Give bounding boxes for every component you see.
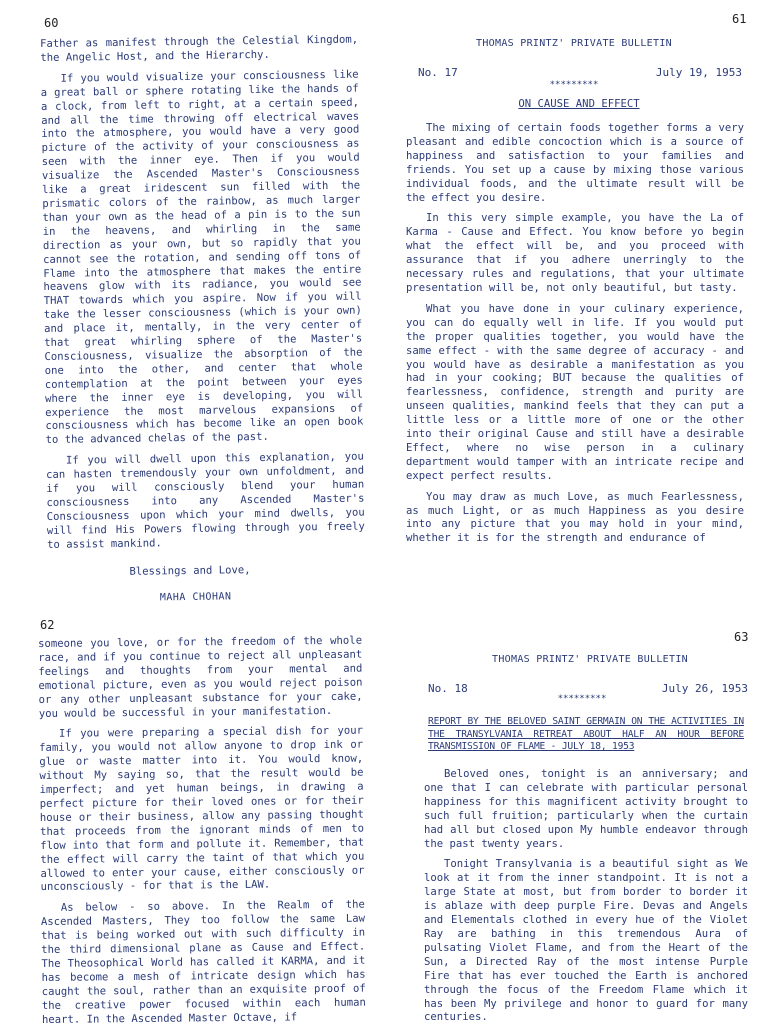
page-62 [0, 606, 384, 1024]
page-number: 62 [40, 618, 55, 632]
issue-number: No. 17 [418, 66, 458, 79]
issue-date: July 26, 1953 [661, 682, 748, 695]
paragraph: The mixing of certain foods together forms a very pleasant and edible concoction which is a source of happiness and satisfaction to your families and friends. You set up a cause by mixing those various individual foods, and the ultimate result will be the effect you desire. [406, 122, 744, 204]
paragraph: If you were preparing a special dish for your family, you would not allow anyone to drop ink or glue or waste matter into it. You would know, without My saying so, that the result would be imperfect; and yet human beings, in drawing a perfect picture for their loved ones or for their house or their business, allow any passing thought that proceeds from the ignorant minds of men to flow into that form and pollute it. Remember, that the effect will carry the taint of that which you allowed to enter your cause, either consciously or unconsciously - for that is the LAW. [39, 725, 365, 894]
page-60 [0, 0, 384, 603]
paragraph: Father as manifest through the Celestial Kingdom, the Angelic Host, and the Hierarchy. [40, 33, 359, 64]
paragraph: You may draw as much Love, as much Fearlessness, as much Light, or as much Happiness as you desire into any picture that you may hold in your mind, whether it is for the strength and endurance of [406, 490, 744, 545]
page-body [40, 34, 366, 607]
page-body [406, 122, 744, 546]
report-title: REPORT BY THE BELOVED SAINT GERMAIN ON THE ACTIVITIES IN THE TRANSYLVANIA RETREAT ABOUT HALF AN HOUR BEFORE TRANSMISSION OF FLAME - JULY 18, 1953 [428, 716, 744, 752]
article-title: ON CAUSE AND EFFECT [518, 98, 640, 110]
signature: MAHA CHOHAN [159, 590, 232, 603]
paragraph: someone you love, or for the freedom of the whole race, and if you continue to reject all unpleasant feelings and thoughts from your mental and emotional picture, even as you would reject poison or any other unpleasant substance for your cake, you would be successful in your manifestation. [38, 634, 363, 720]
page-number: 63 [734, 630, 749, 644]
paragraph: As below - so above. In the Realm of the Ascended Masters, They too follow the same Law that is being worked out with such difficulty in the third dimensional plane as Cause and Effect. The Theosophical World has called it KARMA, and it has become a mesh of intricate design which has caught the soul, rather than an exquisite proof of the creative power focused within each human heart. In the Ascended Master Octave, if [40, 898, 366, 1026]
paragraph: Tonight Transylvania is a beautiful sight as We look at it from the inner standpoint. It is not a large State at most, but from border to border it is ablaze with deep purple Fire. Devas and Angels and Elementals clothed in every hue of the Violet Ray are bathing in this tremendous Aura of pulsating Violet Flame, and from the Heart of the Sun, a Directed Ray of the most intense Purple Fire that has ever touched the Earth is anchored through the focus of the Freedom Flame which it has been My privilege and honor to guard for many centuries. [424, 858, 748, 1024]
page-number: 60 [44, 16, 59, 30]
issue-number: No. 18 [428, 682, 468, 695]
paragraph: In this very simple example, you have the La of Karma - Cause and Effect. You know before yo begin what the effect will be, and you proceed with assurance that if you adhere unerringly to the necessary rules and regulations, that your ultimate presentation will be, not only beautiful, but tasty. [406, 212, 744, 294]
issue-date: July 19, 1953 [655, 66, 742, 79]
page-body [38, 635, 366, 1027]
closing: Blessings and Love, [129, 563, 251, 578]
page-63 [384, 606, 768, 1024]
page-number: 61 [732, 12, 747, 26]
paragraph: If you would visualize your consciousness like a great ball or sphere rotating like the hands of a clock, from left to right, at a certain speed, and all the time throwing off electrical waves into the atmosphere, you would have a very good picture of the activity of your consciousness as seen with the inner eye. Then if you would visualize the Ascended Master's Consciousness like a great iridescent sun filled with the prismatic colors of the rainbow, as much larger than your own as the head of a pin is to the sun in the heavens, and whirling in the same direction as your own, but so rapidly that you cannot see the rotation, and sending off tons of Flame into the atmosphere that makes the entire heavens glow with its radiance, you would see THAT towards which you aspire. Now if you will take the lesser consciousness (which is your own) and place it, mentally, in the very center of that great whirling sphere of the Master's Consciousness, visualize the absorption of the one into the other, and center that whole contemplation at the point between your eyes where the inner eye is developing, you will experience the most marvelous expansions of consciousness which has become like an open book to the advanced chelas of the past. [40, 68, 364, 447]
separator-stars: ********* [557, 694, 607, 704]
issue-line [418, 66, 742, 79]
separator-stars: ********* [549, 80, 599, 90]
bulletin-header: THOMAS PRINTZ' PRIVATE BULLETIN [492, 654, 688, 665]
page-body [424, 768, 748, 1025]
paragraph: If you will dwell upon this explanation, you can hasten tremendously your own unfoldment, and if you will consciously blend your human consciousness into any Ascended Master's Consciousness upon which your mind dwells, you will find His Powers flowing through you freely to assist mankind. [46, 450, 365, 551]
paragraph: What you have done in your culinary experience, you can do equally well in life. If you would put the proper qualities together, you would have the same effect - with the same degree of accuracy - and you would have as desirable a manifestation as you had in your cooking; BUT because the qualities of fearlessness, confidence, strength and purity are unseen qualities, mankind feels that they can put a little less or a little more of one or the other into their original Cause and still have a desirable Effect, where no wise person in a culinary department would tamper with an intricate recipe and expect perfect results. [406, 302, 744, 482]
paragraph: Beloved ones, tonight is an anniversary; and one that I can celebrate with particular personal happiness for this magnificent activity brought to such full fruition; particularly when the curtain had all but closed upon My humble endeavor through the past twenty years. [424, 768, 748, 850]
bulletin-header: THOMAS PRINTZ' PRIVATE BULLETIN [476, 38, 672, 49]
page-61 [384, 0, 768, 590]
